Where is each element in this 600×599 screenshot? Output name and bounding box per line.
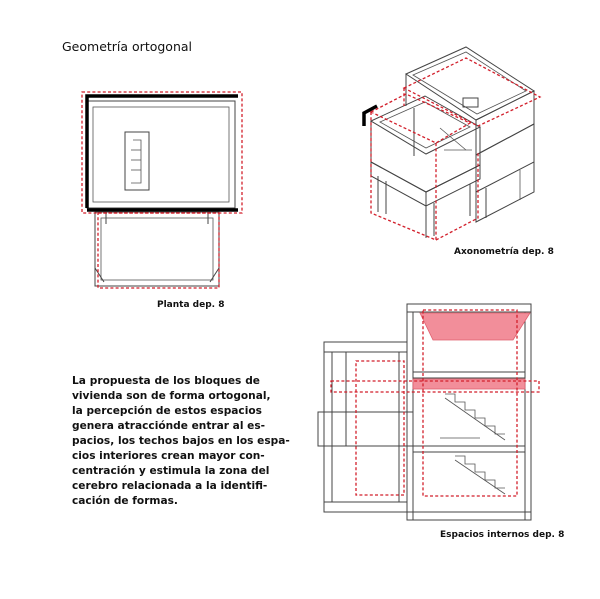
axonometric-caption: Axonometría dep. 8 — [454, 247, 554, 257]
page-title: Geometría ortogonal — [62, 39, 193, 54]
description-line: vivienda son de forma ortogonal, — [72, 390, 271, 403]
description-line: pacios, los techos bajos en los espa- — [72, 435, 290, 448]
description-line: La propuesta de los bloques de — [72, 375, 260, 387]
description-line: cerebro relacionada a la identifi- — [72, 480, 268, 493]
description-line: cios interiores crean mayor con- — [72, 450, 265, 463]
description-paragraph — [72, 374, 290, 509]
description-line: centración y estimula la zona del — [72, 465, 270, 478]
description-line: la percepción de estos espacios — [72, 405, 262, 418]
section-caption: Espacios internos dep. 8 — [440, 530, 565, 540]
description-line: genera atracciónde entrar al es- — [72, 420, 266, 433]
highlight-ceiling-upper — [420, 313, 530, 340]
floor-plan-caption: Planta dep. 8 — [157, 300, 225, 310]
description-line: cación de formas. — [72, 495, 178, 508]
